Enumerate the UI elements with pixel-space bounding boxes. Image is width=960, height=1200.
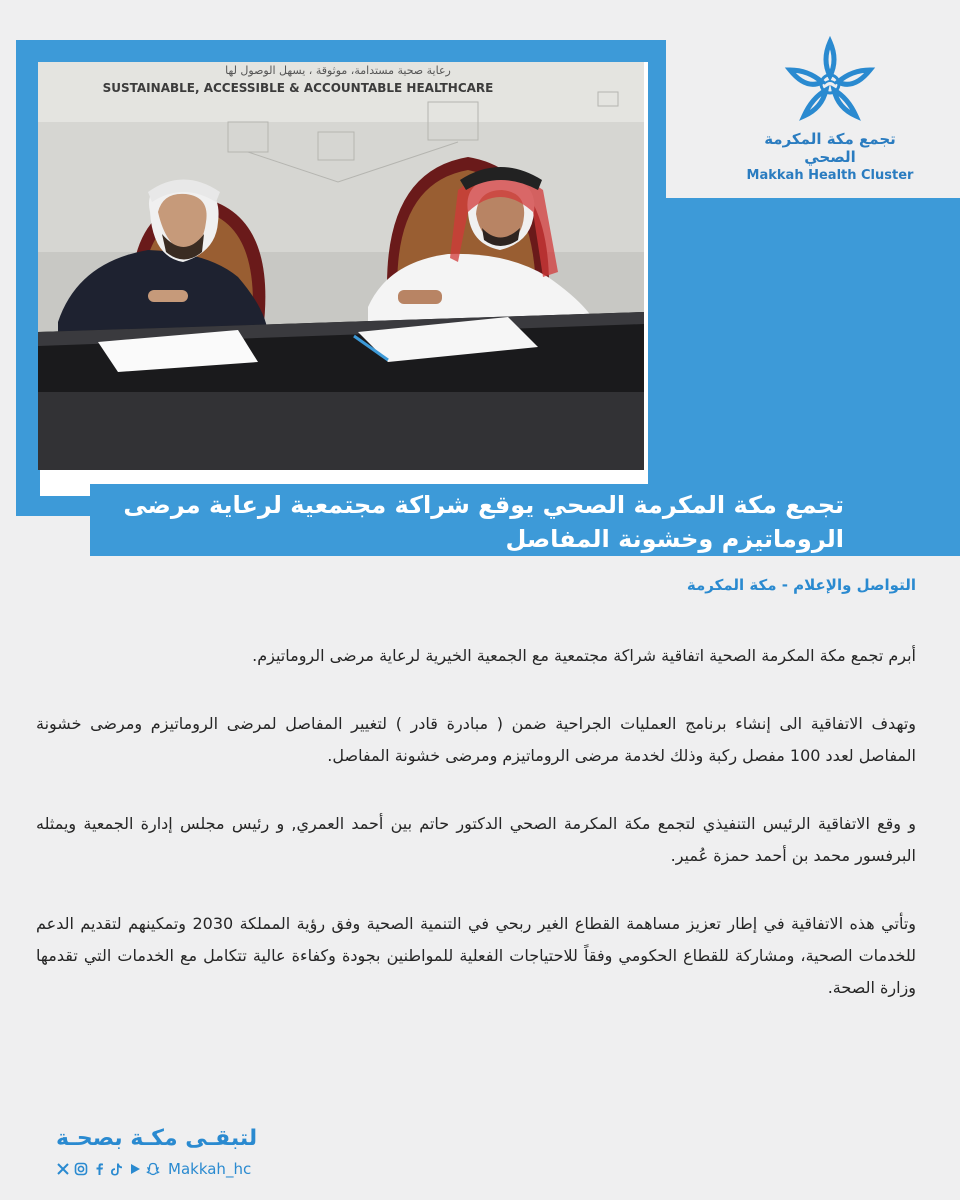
youtube-icon[interactable] (128, 1162, 142, 1176)
facebook-icon[interactable] (92, 1162, 106, 1176)
footer-slogan: لتبقـى مكـة بصحـة (56, 1126, 258, 1151)
footer-social-bar (56, 1158, 251, 1180)
byline: التواصل والإعلام - مكة المكرمة (686, 576, 916, 594)
logo-arabic-name: تجمع مكة المكرمة الصحي (764, 130, 896, 166)
headline-bar (90, 484, 960, 556)
paragraph: و وقع الاتفاقية الرئيس التنفيذي لتجمع مكة المكرمة الصحي الدكتور حاتم بين أحمد العمري, و رئيس مجلس إدارة الجمعية ويمثله البرفسور محمد بن أحمد حمزة عُمير. (36, 814, 916, 865)
snapchat-icon[interactable] (146, 1162, 160, 1176)
x-icon[interactable] (56, 1162, 70, 1176)
paragraph: أبرم تجمع مكة المكرمة الصحية اتفاقية شراكة مجتمعية مع الجمعية الخيرية لرعاية مرضى الروماتيزم. (252, 646, 916, 665)
star-emblem-icon (780, 36, 880, 122)
signing-photo (38, 62, 644, 470)
social-handle[interactable]: Makkah_hc (168, 1160, 252, 1178)
article-body (36, 640, 916, 1040)
instagram-icon[interactable] (74, 1162, 88, 1176)
logo-english-name: Makkah Health Cluster (746, 168, 914, 183)
makkah-health-cluster-logo (740, 36, 920, 183)
tiktok-icon[interactable] (110, 1162, 124, 1176)
paragraph: وتهدف الاتفاقية الى إنشاء برنامج العمليات الجراحية ضمن ( مبادرة قادر ) لتغيير المفاصل لمرضى الروماتيزم ومرضى خشونة المفاصل لعدد 100 مفصل ركبة وذلك لخدمة مرضى الروماتيزم ومرضى خشونة المفاصل. (36, 714, 916, 765)
paragraph: وتأتي هذه الاتفاقية في إطار تعزيز مساهمة القطاع الغير ربحي في التنمية الصحية وفق رؤية المملكة 2030 وتمكينهم لتقديم الدعم للخدمات الصحية، ومشاركة للقطاع الحكومي وفقاً للاحتياجات الفعلية للمواطنين بجودة وكفاءة عالية تتكامل مع الخدمات التي تقدمها وزارة الصحة. (36, 914, 916, 997)
backdrop-english-text: SUSTAINABLE, ACCESSIBLE & ACCOUNTABLE HEALTHCARE (102, 81, 494, 95)
backdrop-arabic-text: رعاية صحية مستدامة، موثوقة ، يسهل الوصول لها (225, 64, 451, 77)
page-title: تجمع مكة المكرمة الصحي يوقع شراكة مجتمعية لرعاية مرضى الروماتيزم وخشونة المفاصل (123, 491, 844, 553)
